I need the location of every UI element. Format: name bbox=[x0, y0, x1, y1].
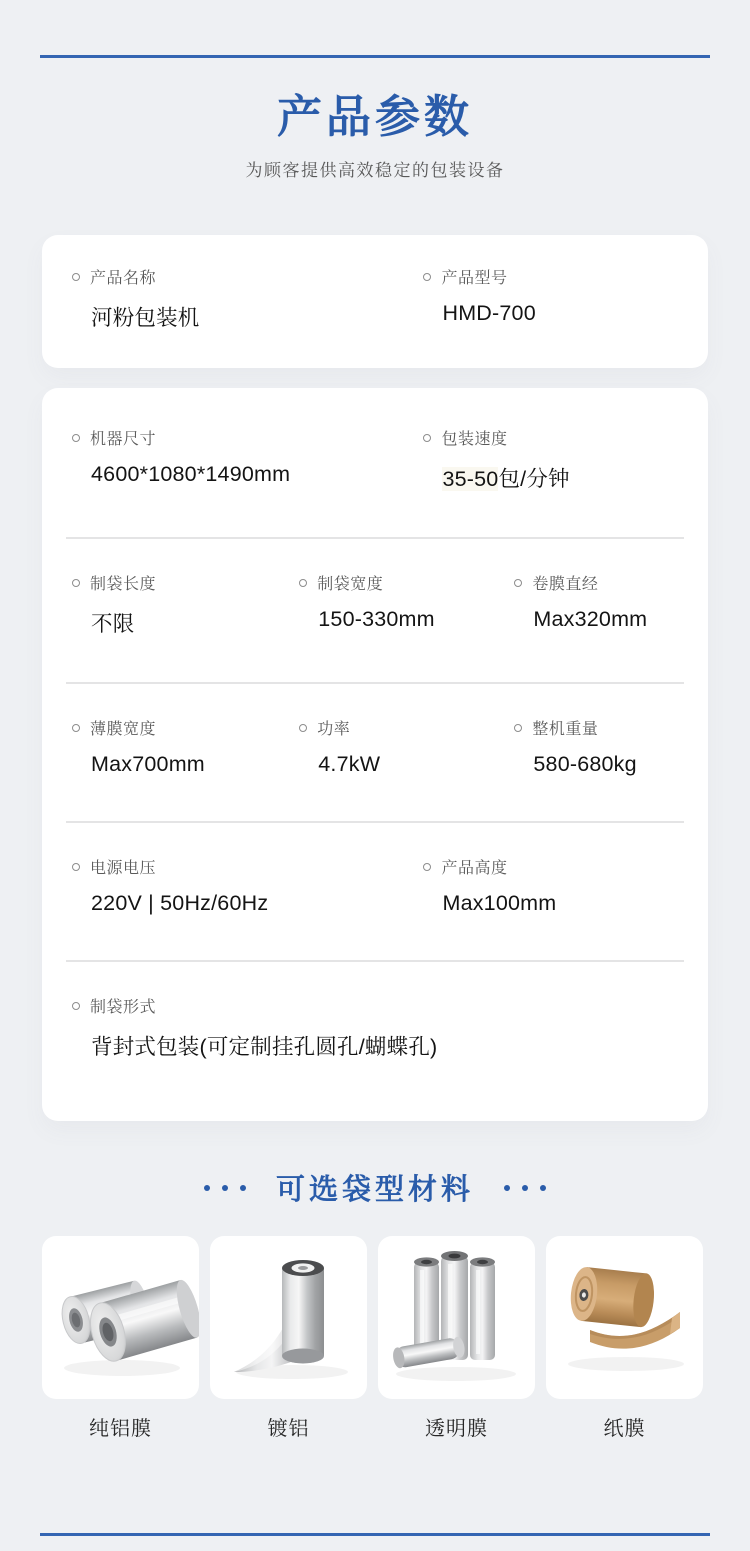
spec-row-2 bbox=[42, 539, 708, 682]
field-value: 4600*1080*1490mm bbox=[91, 462, 291, 486]
ring-bullet-icon bbox=[72, 434, 80, 442]
field-value: 背封式包装(可定制挂孔圆孔/蝴蝶孔) bbox=[91, 1035, 438, 1059]
field-bag-length bbox=[72, 571, 299, 638]
aluminum-coils-image bbox=[42, 1236, 199, 1399]
field-label: 机器尺寸 bbox=[90, 431, 157, 448]
field-machine-weight bbox=[514, 716, 678, 777]
dot-icon bbox=[204, 1185, 210, 1191]
material-item-metallized bbox=[210, 1236, 367, 1441]
material-label: 纯铝膜 bbox=[89, 1418, 152, 1440]
spec-row-5 bbox=[42, 962, 708, 1113]
field-label: 薄膜宽度 bbox=[90, 721, 157, 738]
dot-icon bbox=[240, 1185, 246, 1191]
ring-bullet-icon bbox=[72, 1002, 80, 1010]
dot-group-left bbox=[204, 1185, 246, 1191]
material-item-pure-aluminum bbox=[42, 1236, 199, 1441]
spec-card bbox=[42, 388, 708, 1121]
field-value: 不限 bbox=[91, 612, 135, 636]
page-subtitle: 为顾客提供高效稳定的包装设备 bbox=[245, 161, 505, 180]
field-label: 产品高度 bbox=[441, 860, 508, 877]
ring-bullet-icon bbox=[299, 579, 307, 587]
ring-bullet-icon bbox=[72, 579, 80, 587]
field-film-width bbox=[72, 716, 299, 777]
field-value: 150-330mm bbox=[318, 607, 435, 631]
field-label: 制袋宽度 bbox=[317, 576, 384, 593]
field-value: Max100mm bbox=[442, 891, 557, 915]
material-item-transparent bbox=[378, 1236, 535, 1441]
field-label: 卷膜直经 bbox=[532, 576, 599, 593]
ring-bullet-icon bbox=[299, 724, 307, 732]
materials-section-header bbox=[0, 1167, 750, 1208]
field-value: Max320mm bbox=[533, 607, 648, 631]
ring-bullet-icon bbox=[514, 724, 522, 732]
field-power bbox=[299, 716, 514, 777]
highlighted-value: 35-50 bbox=[442, 467, 499, 491]
field-label: 产品型号 bbox=[441, 270, 508, 287]
field-label: 制袋形式 bbox=[90, 999, 157, 1016]
material-label: 纸膜 bbox=[603, 1418, 646, 1440]
field-label: 包装速度 bbox=[441, 431, 508, 448]
spec-row-3 bbox=[42, 684, 708, 821]
material-label: 透明膜 bbox=[425, 1418, 488, 1440]
kraft-paper-roll-image bbox=[546, 1236, 703, 1399]
field-value: 4.7kW bbox=[318, 752, 381, 776]
field-packing-speed bbox=[423, 426, 678, 493]
ring-bullet-icon bbox=[423, 434, 431, 442]
field-bag-width bbox=[299, 571, 514, 638]
field-value: 580-680kg bbox=[533, 752, 637, 776]
field-label: 产品名称 bbox=[90, 270, 157, 287]
ring-bullet-icon bbox=[72, 724, 80, 732]
field-bag-style bbox=[72, 994, 678, 1061]
field-value: 220V | 50Hz/60Hz bbox=[91, 891, 269, 915]
dot-icon bbox=[522, 1185, 528, 1191]
material-item-paper bbox=[546, 1236, 703, 1441]
field-roll-diameter bbox=[514, 571, 678, 638]
field-product-model bbox=[423, 265, 678, 332]
top-divider-rule bbox=[40, 55, 710, 58]
dot-icon bbox=[222, 1185, 228, 1191]
product-info-card bbox=[42, 235, 708, 368]
metallized-roll-image bbox=[210, 1236, 367, 1399]
ring-bullet-icon bbox=[72, 273, 80, 281]
transparent-film-rolls-image bbox=[378, 1236, 535, 1399]
field-label: 电源电压 bbox=[90, 860, 157, 877]
field-value: 河粉包装机 bbox=[91, 306, 200, 330]
dot-icon bbox=[540, 1185, 546, 1191]
field-power-voltage bbox=[72, 855, 423, 916]
field-product-name bbox=[72, 265, 423, 332]
field-label: 制袋长度 bbox=[90, 576, 157, 593]
field-value bbox=[423, 462, 678, 493]
field-value: HMD-700 bbox=[442, 301, 536, 325]
field-value: Max700mm bbox=[91, 752, 205, 776]
materials-list bbox=[42, 1236, 708, 1441]
spec-row-1 bbox=[42, 394, 708, 537]
page-title: 产品参数 bbox=[276, 91, 473, 142]
spec-row-4 bbox=[42, 823, 708, 960]
ring-bullet-icon bbox=[72, 863, 80, 871]
bottom-divider-rule bbox=[40, 1533, 710, 1536]
materials-section-title: 可选袋型材料 bbox=[275, 1174, 474, 1206]
ring-bullet-icon bbox=[423, 273, 431, 281]
material-label: 镀铝 bbox=[267, 1418, 310, 1440]
field-machine-size bbox=[72, 426, 423, 493]
value-suffix: 包/分钟 bbox=[498, 467, 570, 491]
ring-bullet-icon bbox=[423, 863, 431, 871]
field-label: 功率 bbox=[317, 721, 351, 738]
field-product-height bbox=[423, 855, 678, 916]
dot-icon bbox=[504, 1185, 510, 1191]
ring-bullet-icon bbox=[514, 579, 522, 587]
field-label: 整机重量 bbox=[532, 721, 599, 738]
dot-group-right bbox=[504, 1185, 546, 1191]
